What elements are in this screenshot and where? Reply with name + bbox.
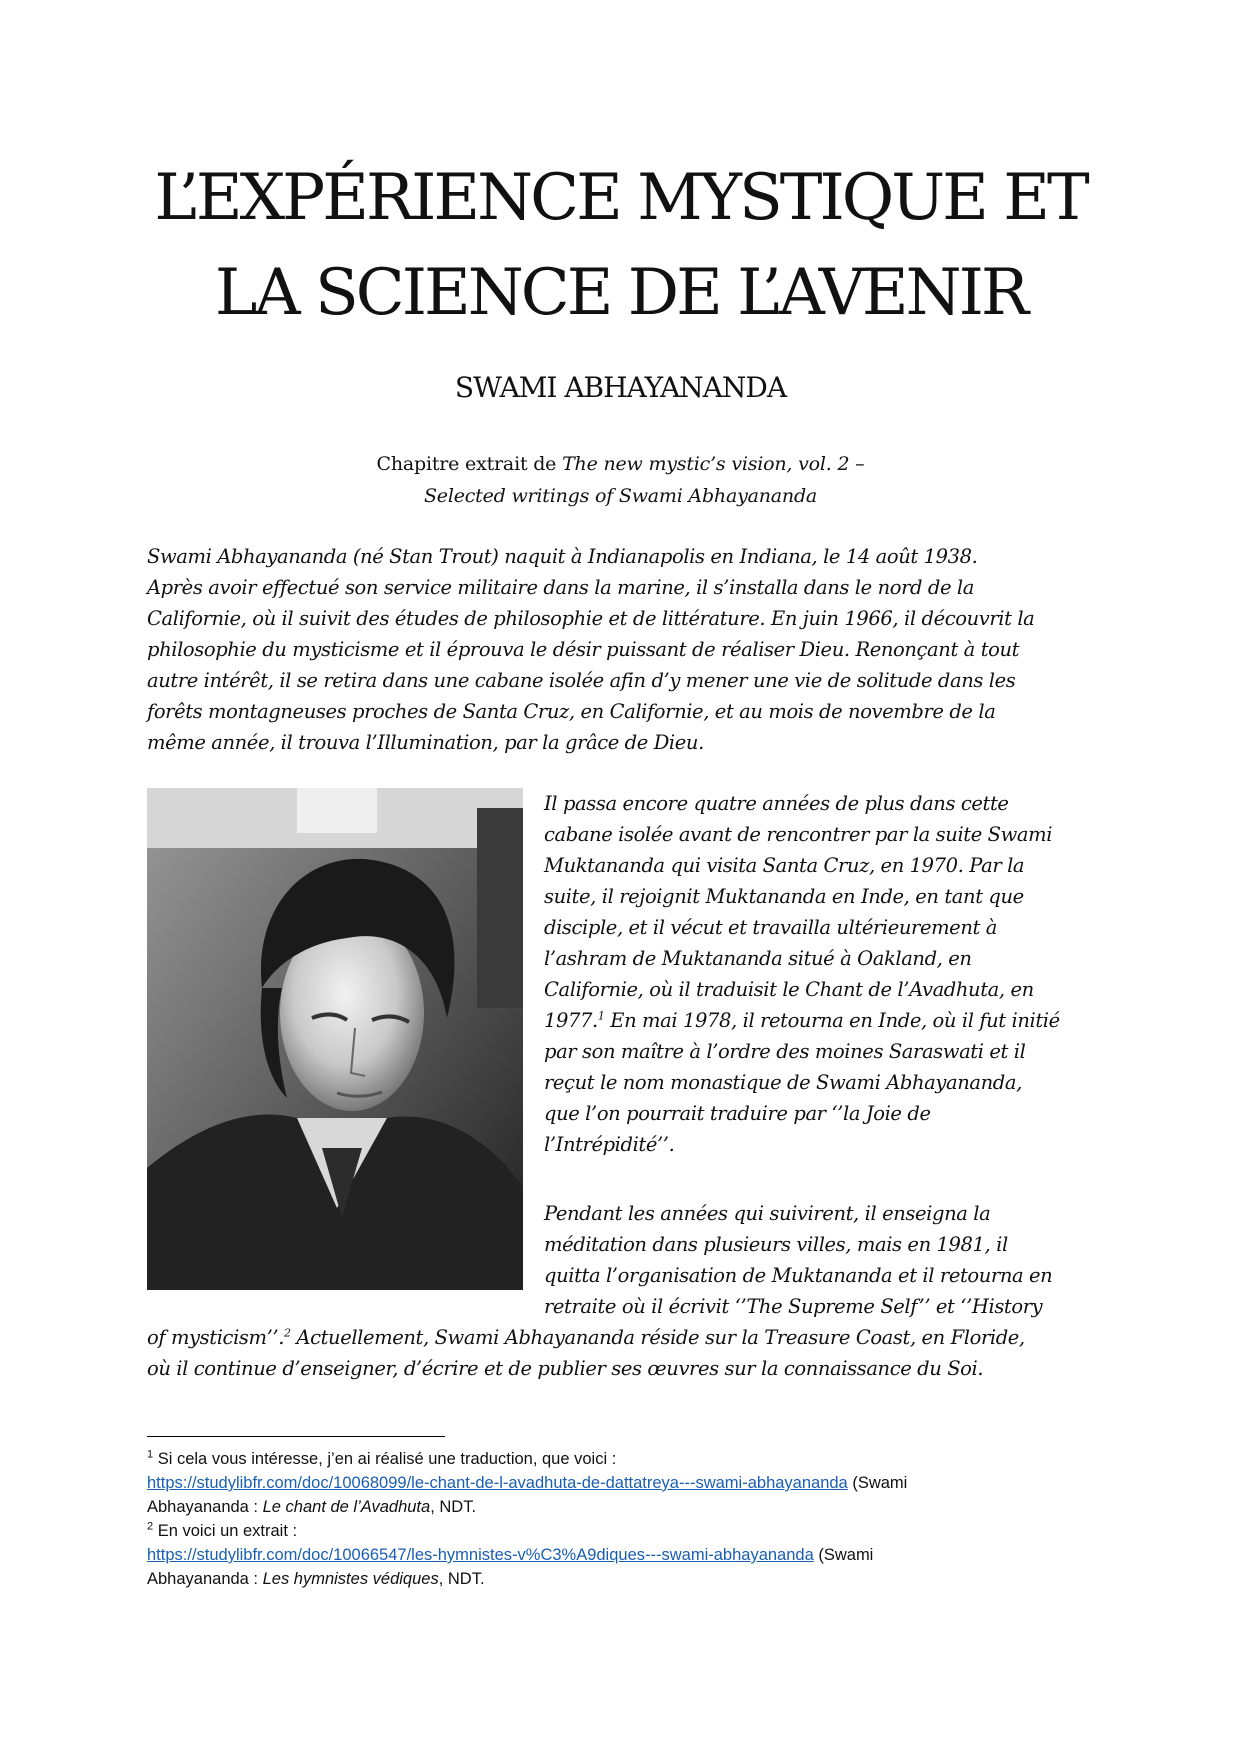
column-line: par son maître à l’ordre des moines Saraswati et il	[544, 1040, 1026, 1063]
column-line: Il passa encore quatre années de plus dans cette	[544, 792, 1009, 815]
footnote-2-after-link: (Swami	[813, 1546, 874, 1564]
footnote-1-ref-prefix: Abhayananda :	[147, 1498, 263, 1516]
column-paragraph-1	[544, 788, 1104, 1160]
column-line: Pendant les années qui suivirent, il enseigna la	[544, 1202, 991, 1225]
footnote-1-ref-title: Le chant de l’Avadhuta	[262, 1498, 431, 1516]
source-book-title: The new mystic’s vision, vol. 2 –	[562, 453, 865, 475]
bio-line: Californie, où il suivit des études de philosophie et de littérature. En juin 1966, il découvrit la	[147, 607, 1035, 630]
footnote-2-ref-title: Les hymnistes védiques	[262, 1570, 439, 1588]
author-portrait-image	[147, 788, 523, 1290]
source-line-1	[100, 448, 1141, 480]
source-book-subtitle: Selected writings of Swami Abhayananda	[423, 485, 818, 507]
footnote-2-number: 2	[147, 1520, 154, 1533]
bio-line: forêts montagneuses proches de Santa Cruz, en Californie, et au mois de novembre de la	[147, 700, 996, 723]
bio-line: Swami Abhayananda (né Stan Trout) naquit à Indianapolis en Indiana, le 14 août 1938.	[147, 545, 978, 568]
author-photo	[147, 788, 523, 1290]
footnote-2-ref-line	[147, 1567, 1107, 1591]
footnotes	[147, 1447, 1107, 1591]
footnote-1-after-link: (Swami	[847, 1474, 908, 1492]
bio-line: Après avoir effectué son service militaire dans la marine, il s’installa dans le nord de la	[147, 576, 974, 599]
footnote-2-link-line	[147, 1543, 1107, 1567]
column-text: En mai 1978, il retourna en Inde, où il fut initié	[604, 1009, 1060, 1032]
closing-line: où il continue d’enseigner, d’écrire et de publier ses œuvres sur la connaissance du Soi.	[147, 1357, 984, 1380]
column-line: reçut le nom monastique de Swami Abhayananda,	[544, 1071, 1022, 1094]
column-line: méditation dans plusieurs villes, mais en 1981, il	[544, 1233, 1008, 1256]
source-line-2	[100, 480, 1141, 512]
footnote-1-text: Si cela vous intéresse, j’en ai réalisé une traduction, que voici :	[153, 1450, 617, 1468]
column-line-with-footnote	[544, 1005, 1104, 1036]
source-prefix: Chapitre extrait de	[376, 453, 563, 475]
column-line: que l’on pourrait traduire par ‘’la Joie de	[544, 1102, 931, 1125]
footnote-2-text: En voici un extrait :	[153, 1522, 298, 1540]
footnote-1-link[interactable]: https://studylibfr.com/doc/10068099/le-chant-de-l-avadhuta-de-dattatreya---swami-abhayananda	[147, 1474, 848, 1492]
closing-line-with-footnote	[147, 1322, 1097, 1353]
footnote-1-number: 1	[147, 1448, 154, 1461]
footnote-1-link-line	[147, 1471, 1107, 1495]
author-name: SWAMI ABHAYANANDA	[454, 371, 787, 404]
footnote-2-intro	[147, 1519, 1107, 1543]
column-line: Muktananda qui visita Santa Cruz, en 1970. Par la	[544, 854, 1025, 877]
column-line: cabane isolée avant de rencontrer par la suite Swami	[544, 823, 1053, 846]
title-line-2: LA SCIENCE DE L’AVENIR	[214, 256, 1027, 330]
source-note	[100, 448, 1141, 512]
column-line: quitta l’organisation de Muktananda et il retourna en	[544, 1264, 1053, 1287]
column-line: l’ashram de Muktananda situé à Oakland, en	[544, 947, 972, 970]
footnote-2-ref-suffix: , NDT.	[438, 1570, 485, 1588]
closing-text: of mysticism’’.	[147, 1326, 284, 1349]
title-line-1: L’EXPÉRIENCE MYSTIQUE ET	[154, 161, 1087, 235]
footnote-1-intro	[147, 1447, 1107, 1471]
column-text: 1977.	[544, 1009, 598, 1032]
column-paragraph-2	[544, 1198, 1104, 1322]
footnote-1-ref-line	[147, 1495, 1107, 1519]
footnote-ref-1[interactable]: 1	[597, 1009, 605, 1023]
bio-line: autre intérêt, il se retira dans une cabane isolée afin d’y mener une vie de solitude dans les	[147, 669, 1016, 692]
closing-paragraph	[147, 1322, 1097, 1384]
bio-line: philosophie du mysticisme et il éprouva le désir puissant de réaliser Dieu. Renonçant à tout	[147, 638, 1020, 661]
footnote-1-ref-suffix: , NDT.	[430, 1498, 477, 1516]
column-line: suite, il rejoignit Muktananda en Inde, en tant que	[544, 885, 1024, 908]
column-line: Californie, où il traduisit le Chant de l’Avadhuta, en	[544, 978, 1034, 1001]
column-line: l’Intrépidité’’.	[544, 1133, 675, 1156]
bio-line: même année, il trouva l’Illumination, par la grâce de Dieu.	[147, 731, 704, 754]
footnote-2-link[interactable]: https://studylibfr.com/doc/10066547/les-hymnistes-v%C3%A9diques---swami-abhayananda	[147, 1546, 814, 1564]
footnote-separator	[147, 1436, 445, 1437]
column-line: retraite où il écrivit ‘’The Supreme Self’’ et ‘’History	[544, 1295, 1043, 1318]
closing-text: Actuellement, Swami Abhayananda réside sur la Treasure Coast, en Floride,	[290, 1326, 1025, 1349]
footnote-ref-2[interactable]: 2	[284, 1326, 291, 1340]
column-line: disciple, et il vécut et travailla ultérieurement à	[544, 916, 997, 939]
footnote-2-ref-prefix: Abhayananda :	[147, 1570, 263, 1588]
biography-paragraph	[147, 541, 1097, 758]
